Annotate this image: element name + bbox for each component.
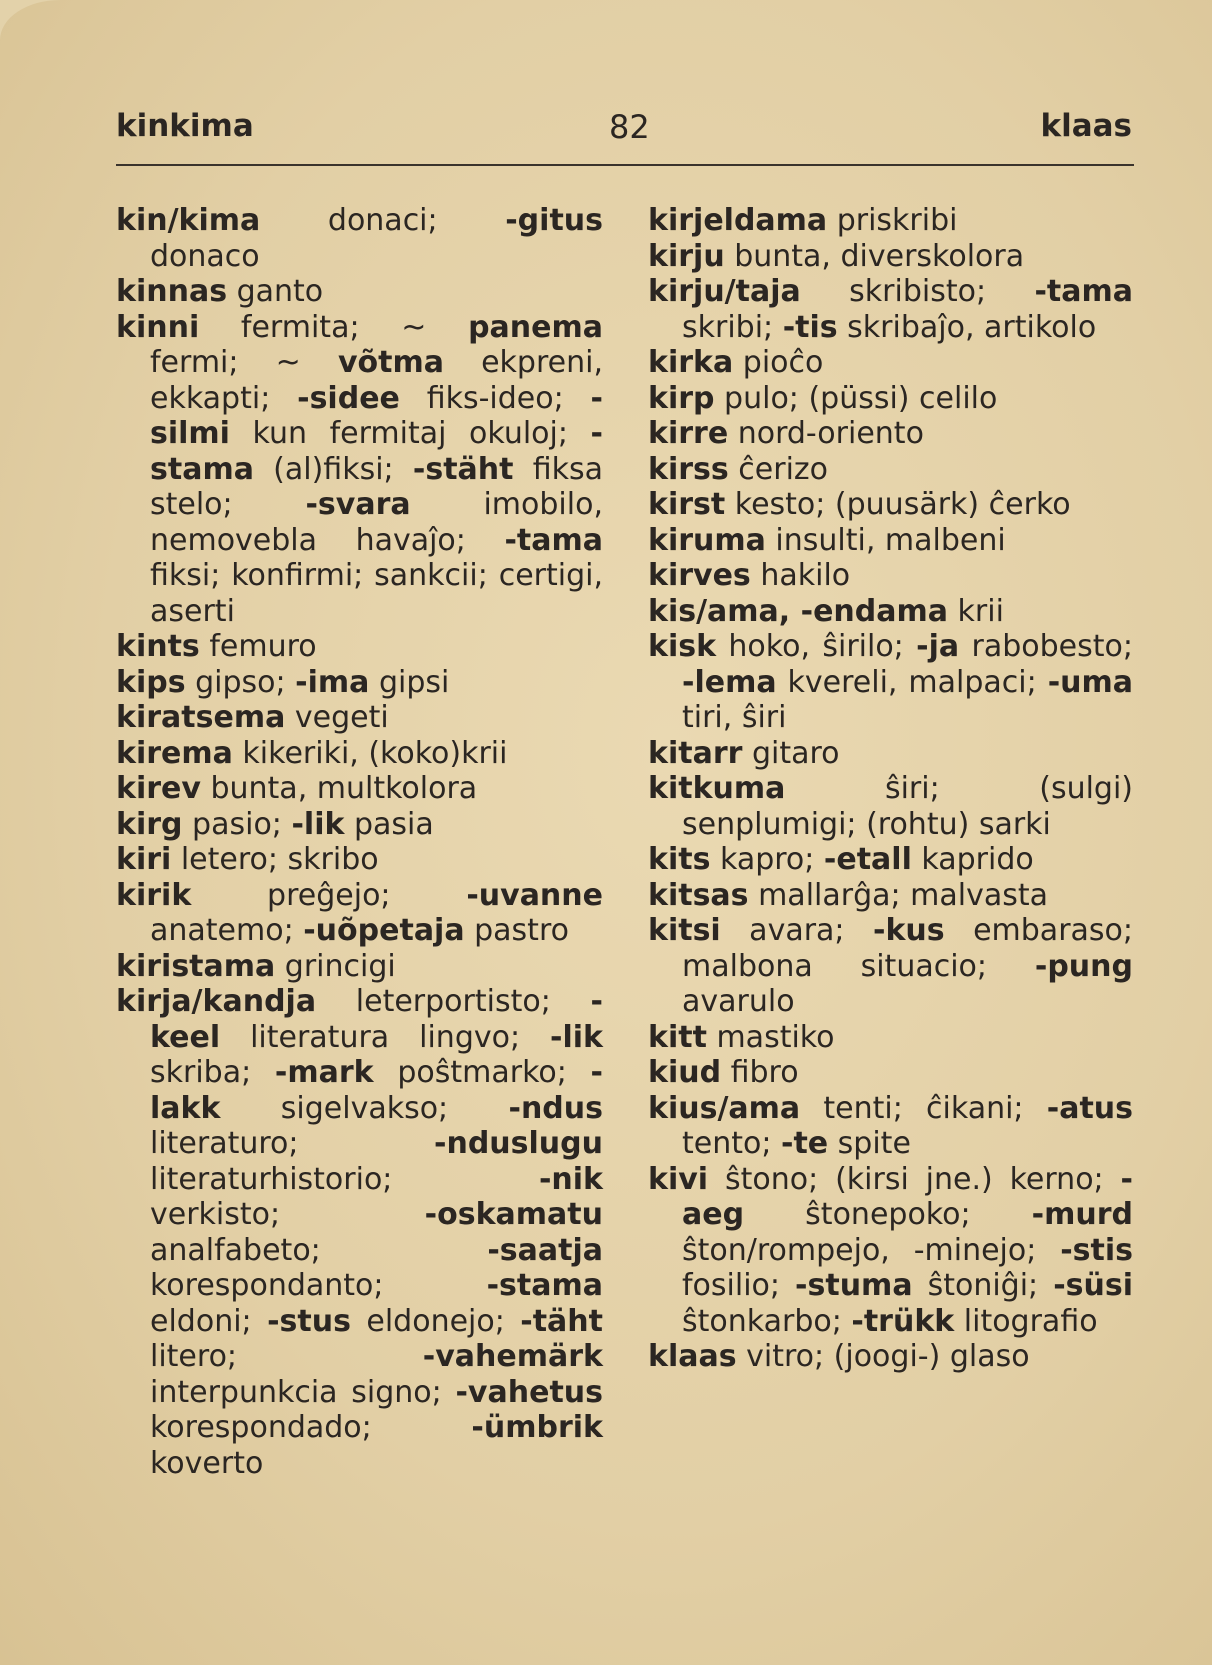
definition-text: grincigi (275, 948, 396, 984)
definition-text: letero; skribo (171, 842, 379, 877)
definition-text: skribisto; (800, 274, 1035, 309)
headword: -ümbrik (471, 1410, 603, 1445)
headword: -stama (486, 1268, 603, 1303)
headword: -uõpetaja (303, 913, 465, 948)
definition-text: pastro (464, 913, 569, 948)
dictionary-entry (648, 1091, 1133, 1162)
definition-text: vitro; (joogi-) glaso (736, 1339, 1030, 1374)
definition-text: embaraso; malbona situacio; (682, 913, 1134, 984)
definition-text: pioĉo (733, 345, 824, 380)
definition-text: anatemo; (150, 913, 304, 948)
headword: kints (116, 629, 200, 664)
dictionary-entry (648, 629, 1133, 736)
dictionary-entry (116, 949, 603, 985)
definition-text: ŝiri; (sulgi) senplumigi; (rohtu) sarki (682, 771, 1133, 842)
definition-text: donaci; (260, 203, 506, 238)
page-number: 82 (609, 108, 650, 146)
headword: kirik (116, 877, 192, 913)
headword: kinnas (116, 274, 228, 309)
headword: -nik (538, 1161, 603, 1197)
dictionary-entry (648, 1020, 1133, 1056)
dictionary-entry (116, 203, 603, 274)
dictionary-entry (116, 807, 603, 843)
definition-text: korespondanto; (150, 1268, 487, 1303)
definition-text: eldoni; (150, 1303, 268, 1339)
definition-text: pasio; (182, 806, 292, 842)
headword: kirss (648, 451, 729, 487)
headword: -stama (150, 416, 603, 487)
definition-text: kun fermitaj okuloj; (229, 416, 591, 451)
definition-text: imobilo, nemovebla havaĵo; (150, 487, 603, 558)
headword: -ndus (508, 1090, 603, 1126)
headword: -oskamatu (424, 1197, 603, 1232)
headword: panema (468, 309, 603, 345)
definition-text: fiksi; konfirmi; sankcii; certigi, aserti (150, 558, 603, 629)
definition-text: kikeriki, (koko)krii (232, 735, 508, 771)
headword: -pung (1034, 948, 1133, 984)
headword: kirju (648, 238, 725, 274)
dictionary-entry (648, 878, 1133, 914)
definition-text: pasia (344, 806, 434, 842)
definition-text: bunta, diverskolora (724, 238, 1025, 274)
dictionary-entry (116, 878, 603, 949)
dictionary-entry (116, 984, 603, 1481)
headword: -stäht (412, 451, 514, 487)
headword: -silmi (150, 380, 603, 451)
headword: -atus (1046, 1090, 1133, 1126)
definition-text: literaturo; (150, 1126, 435, 1161)
headword: -stis (1060, 1232, 1133, 1268)
headword: -lik (550, 1019, 603, 1055)
dictionary-entry (648, 1339, 1133, 1375)
definition-text: avarulo (682, 984, 795, 1019)
definition-text: tiri, ŝiri (682, 700, 787, 735)
headword: kits (648, 842, 711, 877)
definition-text: ŝtonepoko; (744, 1197, 1032, 1232)
headword: -tama (1034, 274, 1133, 309)
headword: kitsi (648, 913, 721, 948)
dictionary-entry (116, 310, 603, 630)
definition-text: fermi; ~ (150, 345, 338, 380)
dictionary-entry (648, 913, 1133, 1020)
headword: kin/kima (116, 203, 261, 238)
definition-text: mallarĝa; malvasta (748, 877, 1049, 913)
definition-text: ganto (227, 274, 324, 309)
definition-text: spite (828, 1126, 911, 1161)
headword: klaas (648, 1339, 737, 1374)
headword: -saatja (487, 1232, 603, 1268)
definition-text: priskribi (827, 203, 958, 238)
definition-text: leterportisto; (316, 984, 591, 1019)
definition-text: preĝejo; (191, 877, 467, 913)
definition-text: gipso; (185, 664, 296, 700)
definition-text: (al)fiksi; (253, 451, 413, 487)
dictionary-entry (648, 842, 1133, 878)
headword: kirst (648, 487, 726, 522)
headword: kitarr (648, 735, 743, 771)
dictionary-entry (116, 274, 603, 310)
definition-text: mastiko (706, 1019, 835, 1055)
headword: kiratsema (116, 700, 286, 735)
headword: kirg (116, 806, 183, 842)
definition-text: donaco (150, 238, 260, 274)
headword: kitsas (648, 877, 749, 913)
definition-text: poŝtmarko; (373, 1055, 591, 1090)
definition-text: vegeti (285, 700, 389, 735)
headword: -täht (520, 1303, 603, 1339)
dictionary-entry (648, 558, 1133, 594)
headword: kivi (648, 1161, 709, 1197)
definition-text: litero; (150, 1339, 423, 1374)
header-last-word: klaas (1040, 108, 1132, 144)
definition-text: ŝtoniĝi; (912, 1268, 1054, 1303)
headword: -aeg (682, 1161, 1133, 1232)
dictionary-entry (648, 239, 1133, 275)
headword: kiud (648, 1055, 722, 1090)
definition-text: gipsi (369, 664, 450, 700)
headword: -uma (1047, 664, 1133, 700)
dictionary-entry (648, 381, 1133, 417)
dictionary-entry (116, 700, 603, 736)
definition-text: interpunkcia signo; (150, 1374, 456, 1410)
headword: kirjeldama (648, 203, 828, 238)
headword: kiruma (648, 522, 766, 558)
dictionary-entry (648, 736, 1133, 772)
definition-text: kvereli, malpaci; (776, 664, 1048, 700)
headword: kirp (648, 380, 715, 416)
headword: -stus (267, 1303, 351, 1339)
definition-text: litografio (954, 1303, 1098, 1339)
headword: -trükk (851, 1303, 955, 1339)
definition-text: hakilo (750, 558, 851, 593)
left-column (116, 203, 603, 1481)
definition-text: skriba; (150, 1055, 275, 1090)
header-rule (116, 164, 1134, 166)
definition-text: femuro (199, 629, 317, 664)
header-first-word: kinkima (116, 108, 254, 144)
definition-text: analfabeto; (150, 1232, 488, 1268)
headword: kius/ama (648, 1090, 801, 1126)
headword: -stuma (795, 1268, 913, 1303)
definition-text: avara; (720, 913, 873, 948)
dictionary-entry (116, 842, 603, 878)
definition-text: tenti; ĉikani; (800, 1090, 1047, 1126)
dictionary-entry (648, 771, 1133, 842)
dictionary-entry (648, 345, 1133, 381)
headword: -nduslugu (434, 1126, 603, 1161)
headword: -kus (873, 913, 945, 948)
headword: -lik (291, 806, 345, 842)
headword: kirves (648, 558, 751, 593)
headword: kirev (116, 771, 201, 806)
dictionary-entry (648, 452, 1133, 488)
dictionary-entry (648, 1162, 1133, 1340)
definition-text: krii (948, 593, 1004, 629)
dictionary-entry (116, 629, 603, 665)
definition-text: kesto; (puusärk) ĉerko (725, 487, 1071, 522)
headword: kisk (648, 629, 717, 664)
right-column (648, 203, 1133, 1375)
definition-text: hoko, ŝirilo; (716, 629, 917, 664)
headword: -lema (682, 664, 777, 700)
dictionary-entry (648, 487, 1133, 523)
headword: -uvanne (466, 877, 603, 913)
running-head (116, 108, 1132, 148)
headword: kirre (648, 416, 729, 451)
headword: kiristama (116, 948, 276, 984)
definition-text: korespondado; (150, 1410, 472, 1445)
definition-text: tento; (682, 1126, 781, 1161)
headword: -mark (274, 1055, 374, 1090)
headword: kitkuma (648, 771, 786, 806)
headword: -ima (295, 664, 370, 700)
dictionary-entry (648, 274, 1133, 345)
headword: kirka (648, 345, 734, 380)
definition-text: nord-oriento (728, 416, 924, 451)
definition-text: fiksa stelo; (150, 451, 603, 522)
headword: -keel (150, 984, 603, 1055)
headword: -te (781, 1126, 829, 1161)
headword: -etall (823, 842, 912, 877)
definition-text: gitaro (742, 735, 840, 771)
headword: -vahemärk (422, 1339, 603, 1374)
definition-text: bunta, multkolora (200, 771, 478, 806)
headword: -süsi (1053, 1268, 1133, 1303)
headword: kirja/kandja (116, 984, 317, 1019)
headword: -sidee (297, 380, 400, 416)
definition-text: fibro (721, 1055, 799, 1090)
definition-text: fosilio; (682, 1268, 796, 1303)
headword: -tama (504, 522, 603, 558)
definition-text: ekpreni, ekkapti; (150, 345, 603, 416)
headword: kirju/taja (648, 274, 801, 309)
definition-text: pulo; (püssi) celilo (714, 380, 998, 416)
definition-text: fermita; ~ (199, 309, 469, 345)
definition-text: literaturhistorio; (150, 1161, 539, 1197)
definition-text: ŝton/rompejo, -minejo; (682, 1232, 1061, 1268)
dictionary-entry (648, 203, 1133, 239)
headword: kis/ama, -endama (648, 593, 949, 629)
dictionary-entry (648, 416, 1133, 452)
definition-text: verkisto; (150, 1197, 425, 1232)
definition-text: kaprido (911, 842, 1034, 877)
definition-text: fiks-ideo; (399, 380, 591, 416)
headword: kitt (648, 1019, 707, 1055)
headword: -svara (305, 487, 411, 522)
definition-text: koverto (150, 1445, 264, 1481)
definition-text: rabobesto; (959, 629, 1133, 664)
dictionary-entry (648, 1055, 1133, 1091)
headword: -tis (782, 309, 838, 345)
headword: kiri (116, 842, 172, 877)
dictionary-entry (116, 665, 603, 701)
headword: -ja (916, 629, 960, 664)
dictionary-entry (116, 736, 603, 772)
definition-text: ŝtono; (kirsi jne.) kerno; (708, 1161, 1121, 1197)
definition-text: literatura lingvo; (220, 1019, 551, 1055)
definition-text: eldonejo; (350, 1303, 521, 1339)
definition-text: kapro; (710, 842, 824, 877)
headword: kips (116, 664, 186, 700)
dictionary-entry (648, 523, 1133, 559)
headword: kinni (116, 309, 200, 345)
headword: kirema (116, 735, 233, 771)
definition-text: skribi; (682, 309, 783, 345)
headword: -lakk (150, 1055, 603, 1126)
definition-text: insulti, malbeni (765, 522, 1006, 558)
headword: -gitus (505, 203, 603, 238)
dictionary-entry (116, 771, 603, 807)
dictionary-entry (648, 594, 1133, 630)
definition-text: ŝtonkarbo; (682, 1303, 852, 1339)
definition-text: ĉerizo (728, 451, 829, 487)
headword: -murd (1031, 1197, 1133, 1232)
headword: -vahetus (455, 1374, 603, 1410)
definition-text: sigelvakso; (220, 1090, 509, 1126)
headword: võtma (337, 345, 444, 380)
definition-text: skribaĵo, artikolo (837, 309, 1097, 345)
